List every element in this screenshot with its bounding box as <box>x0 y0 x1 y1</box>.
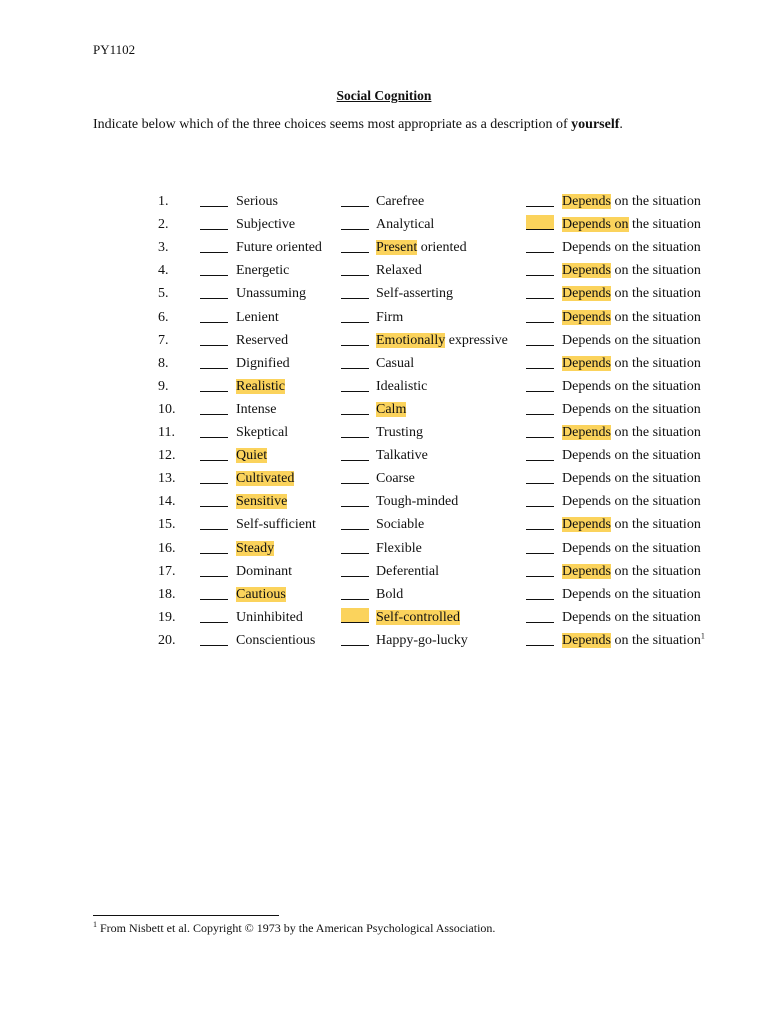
highlighted-text: Self-controlled <box>376 609 460 625</box>
option-a: Subjective <box>236 217 296 233</box>
item-number: 13. <box>158 471 176 487</box>
option-c: Depends on the situation <box>562 471 701 487</box>
course-code: PY1102 <box>93 42 136 57</box>
option-b: Trusting <box>376 425 423 440</box>
answer-blank-c[interactable] <box>526 284 554 299</box>
answer-blank-c[interactable] <box>526 585 554 600</box>
instructions-suffix: . <box>619 117 623 132</box>
item-number: 10. <box>158 401 176 417</box>
option-a <box>236 492 287 512</box>
option-a <box>236 585 286 605</box>
answer-blank-c[interactable] <box>526 492 554 507</box>
option-b <box>376 608 460 628</box>
answer-blank-a[interactable] <box>200 215 228 230</box>
answer-blank-c[interactable] <box>526 192 554 207</box>
option-a: Skeptical <box>236 425 289 440</box>
item-number: 6. <box>158 309 169 325</box>
footnote-reference: 1 <box>700 631 705 641</box>
instructions-prefix: Indicate below which of the three choices seems most appropriate as a description of <box>93 117 572 132</box>
option-a: Conscientious <box>236 632 316 648</box>
option-text: oriented <box>417 240 467 256</box>
option-a: Self-sufficient <box>236 517 316 533</box>
answer-blank-c[interactable] <box>526 562 554 577</box>
answer-blank-a[interactable] <box>200 515 228 530</box>
highlighted-text: Depends <box>562 309 611 325</box>
option-c: Depends on the situation <box>562 401 701 417</box>
highlighted-text: Depends <box>562 425 611 440</box>
footnote-text: From Nisbett et al. Copyright © 1973 by the American Psychological Association. <box>97 921 496 935</box>
instructions-emphasis: yourself <box>571 117 620 132</box>
highlighted-text: Depends on <box>562 217 629 233</box>
option-c <box>562 308 701 328</box>
option-a <box>236 446 267 466</box>
item-number: 1. <box>158 194 169 209</box>
option-a: Serious <box>236 194 278 209</box>
item-number: 12. <box>158 448 176 464</box>
item-row <box>0 284 768 304</box>
option-b: Self-asserting <box>376 286 453 302</box>
item-number: 17. <box>158 563 176 579</box>
option-b: Talkative <box>376 448 428 464</box>
answer-blank-a[interactable] <box>200 377 228 392</box>
answer-blank-c[interactable] <box>526 261 554 276</box>
answer-blank-b[interactable] <box>341 446 369 461</box>
option-c: Depends on the situation <box>562 494 701 510</box>
answer-blank-b[interactable] <box>341 423 369 438</box>
option-text: expressive <box>445 332 508 348</box>
option-text: on the situation <box>611 194 701 209</box>
answer-blank-c[interactable] <box>526 446 554 461</box>
highlighted-text: Emotionally <box>376 332 446 348</box>
answer-blank-b[interactable] <box>341 608 369 623</box>
answer-blank-a[interactable] <box>200 539 228 554</box>
highlighted-text: Depends <box>562 194 611 209</box>
instructions <box>93 117 623 133</box>
item-row <box>0 631 768 651</box>
option-c <box>562 261 701 281</box>
answer-blank-b[interactable] <box>341 261 369 276</box>
option-c: Depends on the situation <box>562 586 701 602</box>
answer-blank-a[interactable] <box>200 631 228 646</box>
page-title: Social Cognition <box>336 88 432 103</box>
answer-blank-b[interactable] <box>341 331 369 346</box>
option-a <box>236 469 294 489</box>
option-b: Casual <box>376 355 415 371</box>
option-text: on the situation <box>611 309 701 325</box>
answer-blank-b[interactable] <box>341 215 369 230</box>
highlighted-text: Depends <box>562 355 611 371</box>
option-c: Depends on the situation <box>562 448 701 464</box>
answer-blank-b[interactable] <box>341 585 369 600</box>
highlighted-text: Realistic <box>236 378 285 394</box>
option-b: Firm <box>376 309 404 325</box>
option-a: Future oriented <box>236 240 322 256</box>
option-c <box>562 215 701 235</box>
answer-blank-b[interactable] <box>341 192 369 207</box>
highlighted-text: Depends <box>562 286 611 302</box>
item-number: 14. <box>158 494 176 510</box>
answer-blank-c[interactable] <box>526 631 554 646</box>
option-c <box>562 631 705 651</box>
item-row <box>0 215 768 235</box>
answer-blank-b[interactable] <box>341 377 369 392</box>
answer-blank-c[interactable] <box>526 331 554 346</box>
option-text: on the situation <box>611 263 701 279</box>
item-number: 9. <box>158 378 169 394</box>
answer-blank-b[interactable] <box>341 284 369 299</box>
item-row <box>0 585 768 605</box>
option-b: Happy-go-lucky <box>376 632 468 648</box>
answer-blank-b[interactable] <box>341 539 369 554</box>
answer-blank-c[interactable] <box>526 238 554 253</box>
option-c: Depends on the situation <box>562 332 701 348</box>
answer-blank-c[interactable] <box>526 215 554 230</box>
answer-blank-c[interactable] <box>526 539 554 554</box>
answer-blank-c[interactable] <box>526 515 554 530</box>
item-row <box>0 562 768 582</box>
highlighted-text: Cultivated <box>236 471 295 487</box>
item-row <box>0 354 768 374</box>
item-number: 11. <box>158 425 175 440</box>
option-b: Idealistic <box>376 378 428 394</box>
item-number: 18. <box>158 586 176 602</box>
option-text: on the situation <box>611 355 701 371</box>
option-a: Energetic <box>236 263 290 279</box>
answer-blank-c[interactable] <box>526 308 554 323</box>
option-c: Depends on the situation <box>562 609 701 625</box>
option-b: Carefree <box>376 194 425 209</box>
option-text: the situation <box>628 217 701 233</box>
option-c: Depends on the situation <box>562 540 701 556</box>
answer-blank-c[interactable] <box>526 469 554 484</box>
answer-blank-b[interactable] <box>341 354 369 369</box>
item-number: 8. <box>158 355 169 371</box>
answer-blank-a[interactable] <box>200 562 228 577</box>
item-row <box>0 261 768 281</box>
option-a: Lenient <box>236 309 279 325</box>
item-number: 20. <box>158 632 176 648</box>
item-row <box>0 469 768 489</box>
answer-blank-a[interactable] <box>200 492 228 507</box>
item-row <box>0 446 768 466</box>
item-row <box>0 331 768 351</box>
option-a: Dignified <box>236 355 290 371</box>
item-number: 3. <box>158 240 169 256</box>
option-b: Bold <box>376 586 404 602</box>
option-b: Relaxed <box>376 263 422 279</box>
highlighted-text: Present <box>376 240 418 256</box>
item-row <box>0 515 768 535</box>
option-a: Unassuming <box>236 286 306 302</box>
answer-blank-a[interactable] <box>200 400 228 415</box>
option-text: on the situation <box>611 425 701 440</box>
option-b: Flexible <box>376 540 422 556</box>
option-b: Deferential <box>376 563 439 579</box>
item-number: 2. <box>158 217 169 233</box>
answer-blank-a[interactable] <box>200 585 228 600</box>
answer-blank-a[interactable] <box>200 261 228 276</box>
option-c <box>562 284 701 304</box>
item-row <box>0 192 768 212</box>
option-a <box>236 377 285 397</box>
item-row <box>0 400 768 420</box>
item-row <box>0 377 768 397</box>
footnote <box>93 921 495 936</box>
footnote-mark: 1 <box>93 920 97 929</box>
answer-blank-c[interactable] <box>526 423 554 438</box>
option-b: Tough-minded <box>376 494 459 510</box>
answer-blank-a[interactable] <box>200 284 228 299</box>
answer-blank-a[interactable] <box>200 446 228 461</box>
option-b: Coarse <box>376 471 415 487</box>
item-number: 5. <box>158 286 169 302</box>
option-b: Sociable <box>376 517 425 533</box>
highlighted-text: Sensitive <box>236 494 288 510</box>
option-b <box>376 331 508 351</box>
item-row <box>0 308 768 328</box>
answer-blank-a[interactable] <box>200 423 228 438</box>
option-text: on the situation <box>611 517 701 533</box>
answer-blank-a[interactable] <box>200 469 228 484</box>
item-number: 4. <box>158 263 169 279</box>
option-a: Uninhibited <box>236 609 303 625</box>
option-text: on the situation <box>611 632 701 648</box>
answer-blank-b[interactable] <box>341 308 369 323</box>
option-c <box>562 515 701 535</box>
answer-blank-a[interactable] <box>200 192 228 207</box>
item-number: 19. <box>158 609 176 625</box>
answer-blank-a[interactable] <box>200 608 228 623</box>
highlighted-text: Depends <box>562 563 611 579</box>
option-c: Depends on the situation <box>562 240 701 256</box>
answer-blank-b[interactable] <box>341 400 369 415</box>
option-a: Intense <box>236 401 277 417</box>
highlighted-text: Calm <box>376 401 407 417</box>
answer-blank-a[interactable] <box>200 308 228 323</box>
option-c <box>562 192 701 212</box>
item-row <box>0 238 768 258</box>
option-b <box>376 400 406 420</box>
answer-blank-a[interactable] <box>200 331 228 346</box>
answer-blank-c[interactable] <box>526 354 554 369</box>
answer-blank-c[interactable] <box>526 377 554 392</box>
item-row <box>0 492 768 512</box>
option-text: on the situation <box>611 286 701 302</box>
item-row <box>0 423 768 443</box>
answer-blank-b[interactable] <box>341 631 369 646</box>
option-b <box>376 238 467 258</box>
option-c <box>562 423 701 443</box>
highlighted-text: Steady <box>236 540 275 556</box>
option-a: Reserved <box>236 332 289 348</box>
answer-blank-b[interactable] <box>341 238 369 253</box>
option-a <box>236 539 274 559</box>
answer-blank-b[interactable] <box>341 515 369 530</box>
item-number: 16. <box>158 540 176 556</box>
answer-blank-c[interactable] <box>526 400 554 415</box>
option-c <box>562 354 701 374</box>
highlighted-text: Depends <box>562 263 611 279</box>
item-row <box>0 539 768 559</box>
answer-blank-a[interactable] <box>200 238 228 253</box>
option-text: on the situation <box>611 563 701 579</box>
option-c <box>562 562 701 582</box>
highlighted-text: Depends <box>562 632 611 648</box>
answer-blank-b[interactable] <box>341 469 369 484</box>
answer-blank-c[interactable] <box>526 608 554 623</box>
item-number: 15. <box>158 517 176 533</box>
item-number: 7. <box>158 332 169 348</box>
answer-blank-b[interactable] <box>341 492 369 507</box>
option-b: Analytical <box>376 217 435 233</box>
footnote-rule <box>93 915 279 916</box>
option-a: Dominant <box>236 563 292 579</box>
option-c: Depends on the situation <box>562 378 701 394</box>
answer-blank-b[interactable] <box>341 562 369 577</box>
highlighted-text: Cautious <box>236 586 286 602</box>
highlighted-text: Depends <box>562 517 611 533</box>
answer-blank-a[interactable] <box>200 354 228 369</box>
item-row <box>0 608 768 628</box>
highlighted-text: Quiet <box>236 448 268 464</box>
